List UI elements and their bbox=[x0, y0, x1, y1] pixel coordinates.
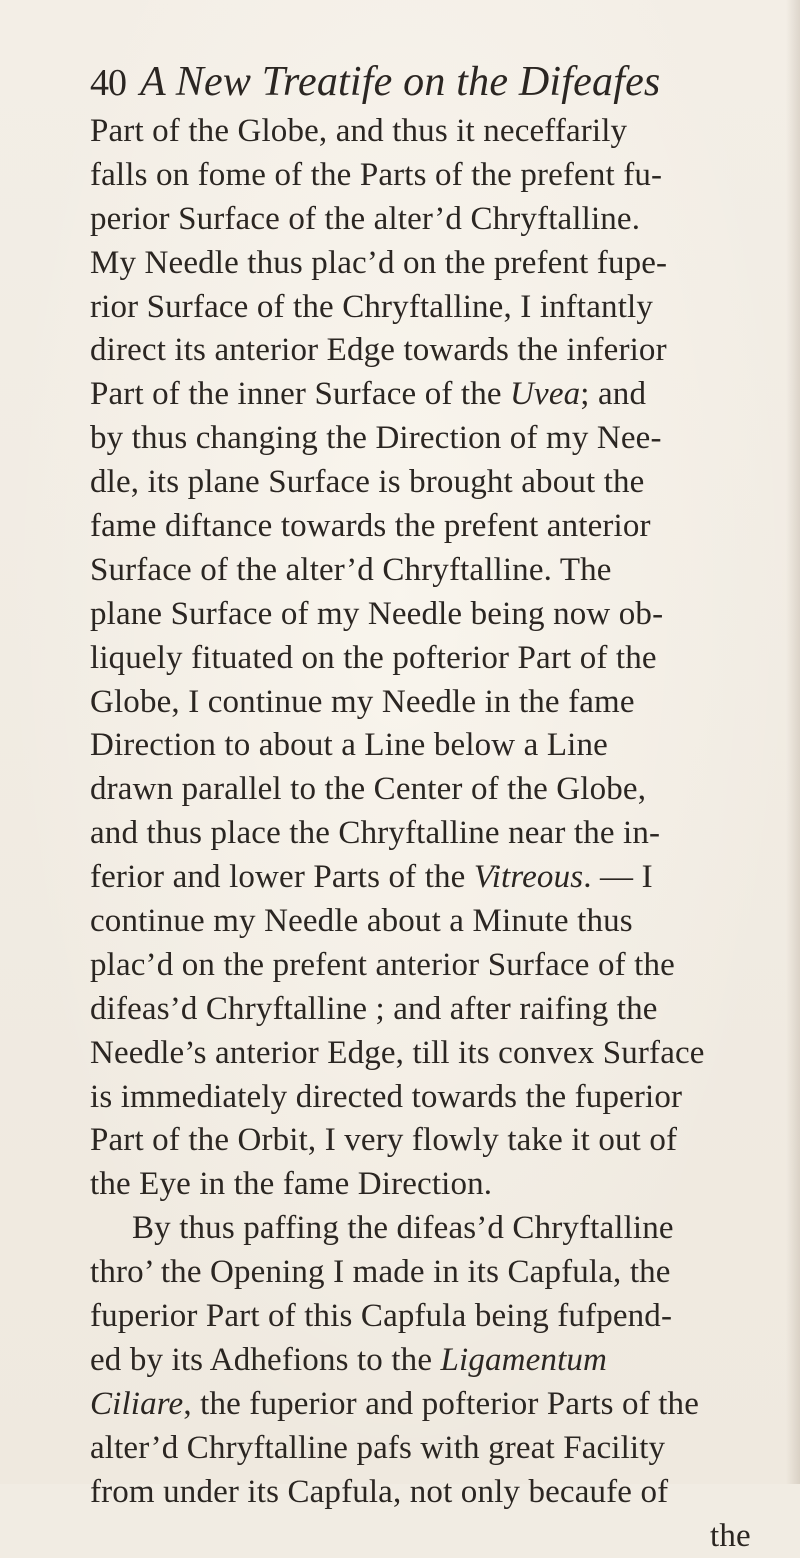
text-line: Globe, I continue my Needle in the fame bbox=[90, 681, 790, 725]
body-text bbox=[90, 110, 790, 1558]
italic-term: Ligamentum bbox=[441, 1342, 608, 1378]
text-line: difeas’d Chryftalline ; and after raifing the bbox=[90, 988, 790, 1032]
page-number: 40 bbox=[90, 62, 126, 104]
text-line: alter’d Chryftalline pafs with great Facility bbox=[90, 1427, 790, 1471]
text-line: by thus changing the Direction of my Nee- bbox=[90, 417, 790, 461]
text-line: Part of the Globe, and thus it neceffarily bbox=[90, 110, 790, 154]
text-line: liquely fituated on the pofterior Part of the bbox=[90, 637, 790, 681]
running-head: A New Treatife on the Difeafes bbox=[140, 59, 660, 105]
text-line: direct its anterior Edge towards the inferior bbox=[90, 329, 790, 373]
italic-term: Ciliare bbox=[90, 1386, 183, 1422]
text-line: ed by its Adhefions to the Ligamentum bbox=[90, 1339, 790, 1383]
italic-term: Vitreous bbox=[474, 859, 583, 895]
text-line: Surface of the alter’d Chryftalline. The bbox=[90, 549, 790, 593]
text-line: Part of the inner Surface of the Uvea; and bbox=[90, 373, 790, 417]
text-line: fuperior Part of this Capfula being fufpend- bbox=[90, 1295, 790, 1339]
text-line: plac’d on the prefent anterior Surface of the bbox=[90, 944, 790, 988]
text-line: ferior and lower Parts of the Vitreous. — I bbox=[90, 856, 790, 900]
text-line: perior Surface of the alter’d Chryftalline. bbox=[90, 198, 790, 242]
text-line: Ciliare, the fuperior and pofterior Parts of the bbox=[90, 1383, 790, 1427]
text-line: continue my Needle about a Minute thus bbox=[90, 900, 790, 944]
text-line: from under its Capfula, not only becaufe of bbox=[90, 1471, 790, 1515]
text-line: dle, its plane Surface is brought about the bbox=[90, 461, 790, 505]
italic-term: Uvea bbox=[510, 376, 580, 412]
text-line: plane Surface of my Needle being now ob- bbox=[90, 593, 790, 637]
paragraph-first-line: By thus paffing the difeas’d Chryftalline bbox=[90, 1207, 790, 1251]
text-line: the Eye in the fame Direction. bbox=[90, 1163, 790, 1207]
text-line: Direction to about a Line below a Line bbox=[90, 724, 790, 768]
text-line: thro’ the Opening I made in its Capfula, the bbox=[90, 1251, 790, 1295]
catchword: the bbox=[90, 1515, 790, 1558]
text-line: fame diftance towards the prefent anterior bbox=[90, 505, 790, 549]
text-line: drawn parallel to the Center of the Globe, bbox=[90, 768, 790, 812]
text-line: rior Surface of the Chryftalline, I inftantly bbox=[90, 286, 790, 330]
text-line: and thus place the Chryftalline near the in- bbox=[90, 812, 790, 856]
text-line: Needle’s anterior Edge, till its convex Surface bbox=[90, 1032, 790, 1076]
text-line: Part of the Orbit, I very flowly take it out of bbox=[90, 1119, 790, 1163]
text-line: falls on fome of the Parts of the prefent fu- bbox=[90, 154, 790, 198]
text-line: is immediately directed towards the fuperior bbox=[90, 1076, 790, 1120]
text-line: My Needle thus plac’d on the prefent fupe- bbox=[90, 242, 790, 286]
page-header bbox=[90, 58, 730, 114]
